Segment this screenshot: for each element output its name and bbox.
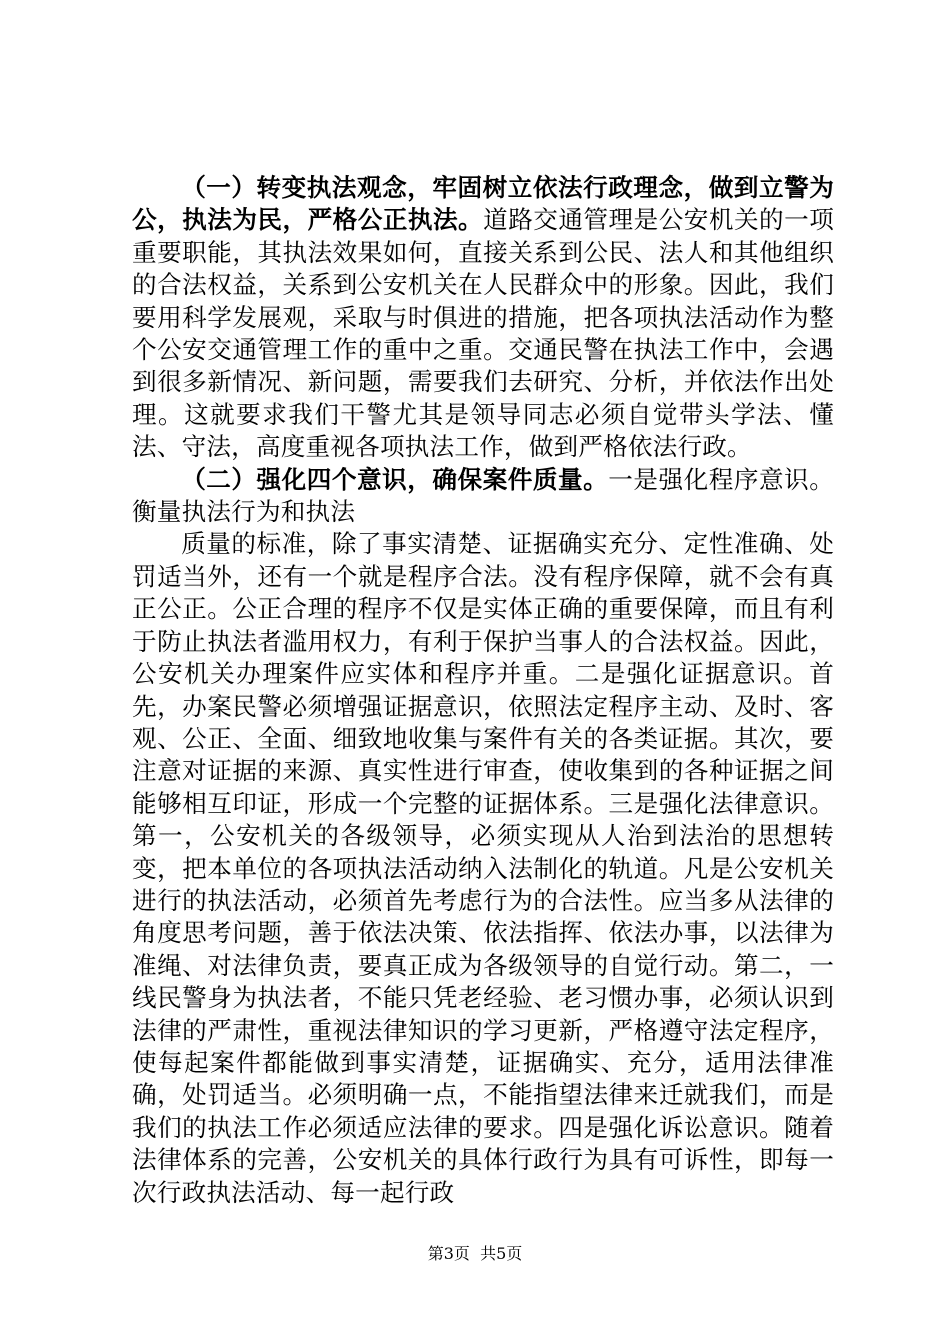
page-footer [0, 1244, 950, 1264]
document-body [132, 172, 834, 1209]
paragraph-3 [132, 528, 834, 1209]
paragraph-2-heading: （二）强化四个意识，确保案件质量。 [181, 464, 609, 494]
page-number-label: 第3页 共5页 [427, 1244, 523, 1263]
paragraph-1-heading: （一）转变执法观念，牢固树立依法行政理念，做到立警为公，执法为民，严格公正执法。 [132, 173, 834, 235]
paragraph-3-text: 质量的标准，除了事实清楚、证据确实充分、定性准确、处罚适当外，还有一个就是程序合法。没有程序保障，就不会有真正公正。公正合理的程序不仅是实体正确的重要保障，而且有利于防止执法者滥用权力，有利于保护当事人的合法权益。因此，公安机关办理案件应实体和程序并重。二是强化证据意识。首先，办案民警必须增强证据意识，依照法定程序主动、及时、客观、公正、全面、细致地收集与案件有关的各类证据。其次，要注意对证据的来源、真实性进行审查，使收集到的各种证据之间能够相互印证，形成一个完整的证据体系。三是强化法律意识。第一，公安机关的各级领导，必须实现从人治到法治的思想转变，把本单位的各项执法活动纳入法制化的轨道。凡是公安机关进行的执法活动，必须首先考虑行为的合法性。应当多从法律的角度思考问题，善于依法决策、依法指挥、依法办事，以法律为准绳、对法律负责，要真正成为各级领导的自觉行动。第二，一线民警身为执法者，不能只凭老经验、老习惯办事，必须认识到法律的严肃性，重视法律知识的学习更新，严格遵守法定程序，使每起案件都能做到事实清楚，证据确实、充分，适用法律准确，处罚适当。必须明确一点，不能指望法律来迁就我们，而是我们的执法工作必须适应法律的要求。四是强化诉讼意识。随着法律体系的完善，公安机关的具体行政行为具有可诉性，即每一次行政执法活动、每一起行政 [132, 529, 834, 1207]
paragraph-2 [132, 464, 834, 529]
paragraph-1 [132, 172, 834, 464]
paragraph-2-text: 一是强化程序意识。衡量执法行为和执法 [132, 464, 834, 527]
paragraph-1-text: 道路交通管理是公安机关的一项重要职能，其执法效果如何，直接关系到公民、法人和其他组织的合法权益，关系到公安机关在人民群众中的形象。因此，我们要用科学发展观，采取与时俱进的措施，把各项执法活动作为整个公安交通管理工作的重中之重。交通民警在执法工作中，会遇到很多新情况、新问题，需要我们去研究、分析，并依法作出处理。这就要求我们干警尤其是领导同志必须自觉带头学法、懂法、守法，高度重视各项执法工作，做到严格依法行政。 [132, 205, 834, 462]
